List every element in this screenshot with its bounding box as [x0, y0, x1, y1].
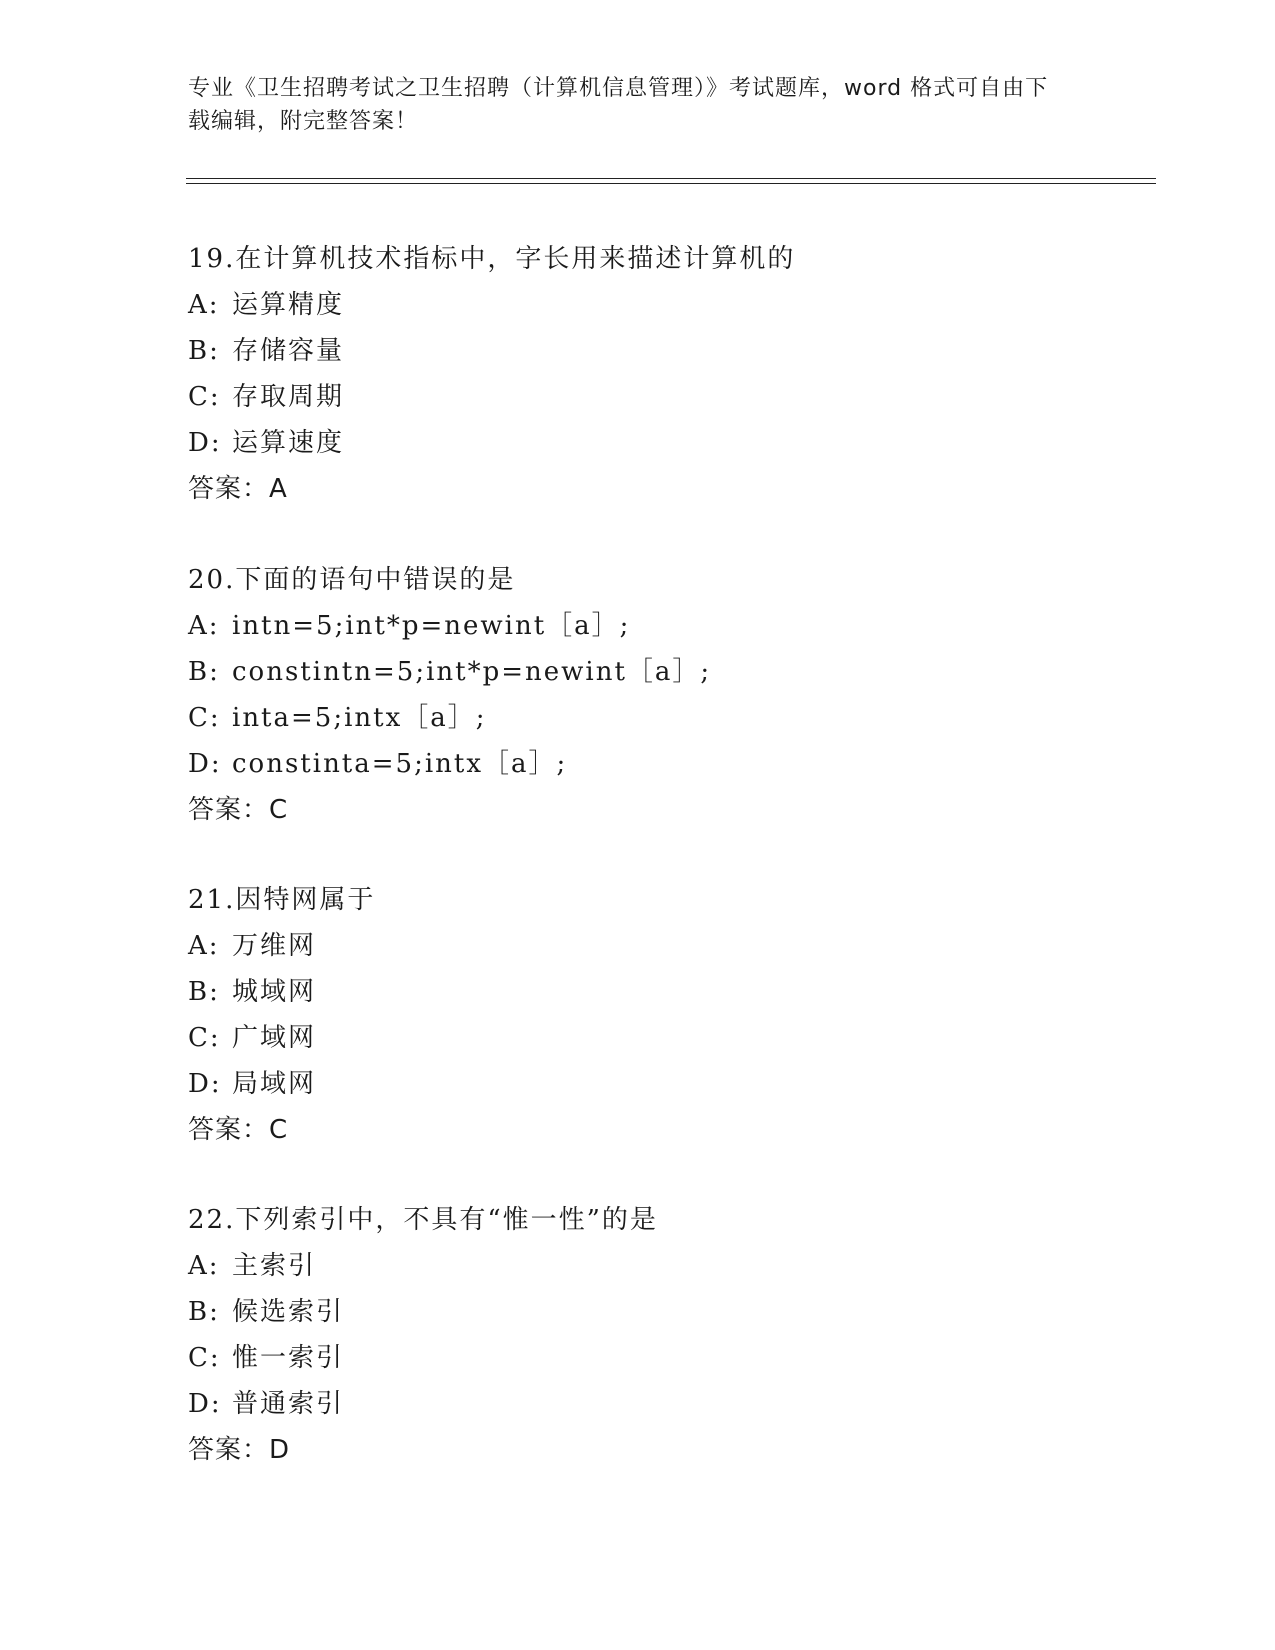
option-c	[188, 695, 1148, 741]
option-key: A:	[188, 611, 220, 641]
header-divider-bottom	[186, 183, 1156, 184]
option-text: 主索引	[232, 1251, 317, 1281]
option-text: 城域网	[232, 977, 317, 1007]
option-text: inta=5;intx［a］;	[232, 703, 487, 733]
option-key: C:	[188, 703, 221, 733]
option-d	[188, 420, 1148, 466]
option-key: B:	[188, 977, 220, 1007]
option-a	[188, 1243, 1148, 1289]
option-key: C:	[188, 1343, 221, 1373]
option-text: constinta=5;intx［a］;	[232, 749, 568, 779]
option-text: intn=5;int*p=newint［a］;	[232, 611, 631, 641]
question-22	[188, 1197, 1148, 1473]
option-b	[188, 649, 1148, 695]
answer-line: 答案：D	[188, 1435, 291, 1465]
option-text: 局域网	[232, 1069, 317, 1099]
option-key: A:	[188, 290, 220, 320]
option-text: 万维网	[232, 931, 317, 961]
option-text: 广域网	[232, 1023, 317, 1053]
option-text: 存储容量	[232, 336, 345, 366]
option-key: D:	[188, 749, 222, 779]
option-text: 惟一索引	[232, 1343, 345, 1373]
option-key: C:	[188, 382, 221, 412]
option-text: 普通索引	[232, 1389, 345, 1419]
option-text: 存取周期	[232, 382, 345, 412]
option-a	[188, 282, 1148, 328]
option-d	[188, 1381, 1148, 1427]
option-a	[188, 923, 1148, 969]
option-text: constintn=5;int*p=newint［a］;	[232, 657, 712, 687]
option-c	[188, 1015, 1148, 1061]
question-title: 21.因特网属于	[188, 885, 376, 915]
document-header: 专业《卫生招聘考试之卫生招聘（计算机信息管理）》考试题库，word 格式可自由下载编辑，附完整答案！	[188, 76, 1049, 134]
option-a	[188, 603, 1148, 649]
option-key: C:	[188, 1023, 221, 1053]
option-d	[188, 1061, 1148, 1107]
option-key: A:	[188, 931, 220, 961]
header-divider-top	[186, 178, 1156, 179]
answer-line: 答案：C	[188, 1115, 289, 1145]
answer-line: 答案：A	[188, 474, 288, 504]
option-key: A:	[188, 1251, 220, 1281]
option-text: 运算精度	[232, 290, 345, 320]
question-title: 22.下列索引中，不具有“惟一性”的是	[188, 1205, 658, 1235]
option-key: D:	[188, 1389, 222, 1419]
question-21	[188, 877, 1148, 1153]
option-key: B:	[188, 336, 220, 366]
option-key: D:	[188, 428, 222, 458]
option-d	[188, 741, 1148, 787]
option-text: 运算速度	[232, 428, 345, 458]
option-b	[188, 969, 1148, 1015]
question-title: 19.在计算机技术指标中，字长用来描述计算机的	[188, 244, 796, 274]
option-key: B:	[188, 1297, 220, 1327]
question-20	[188, 557, 1148, 833]
option-key: D:	[188, 1069, 222, 1099]
option-text: 候选索引	[232, 1297, 345, 1327]
option-c	[188, 374, 1148, 420]
option-b	[188, 328, 1148, 374]
option-c	[188, 1335, 1148, 1381]
question-title: 20.下面的语句中错误的是	[188, 565, 516, 595]
question-19	[188, 236, 1148, 512]
answer-line: 答案：C	[188, 795, 289, 825]
option-key: B:	[188, 657, 220, 687]
option-b	[188, 1289, 1148, 1335]
